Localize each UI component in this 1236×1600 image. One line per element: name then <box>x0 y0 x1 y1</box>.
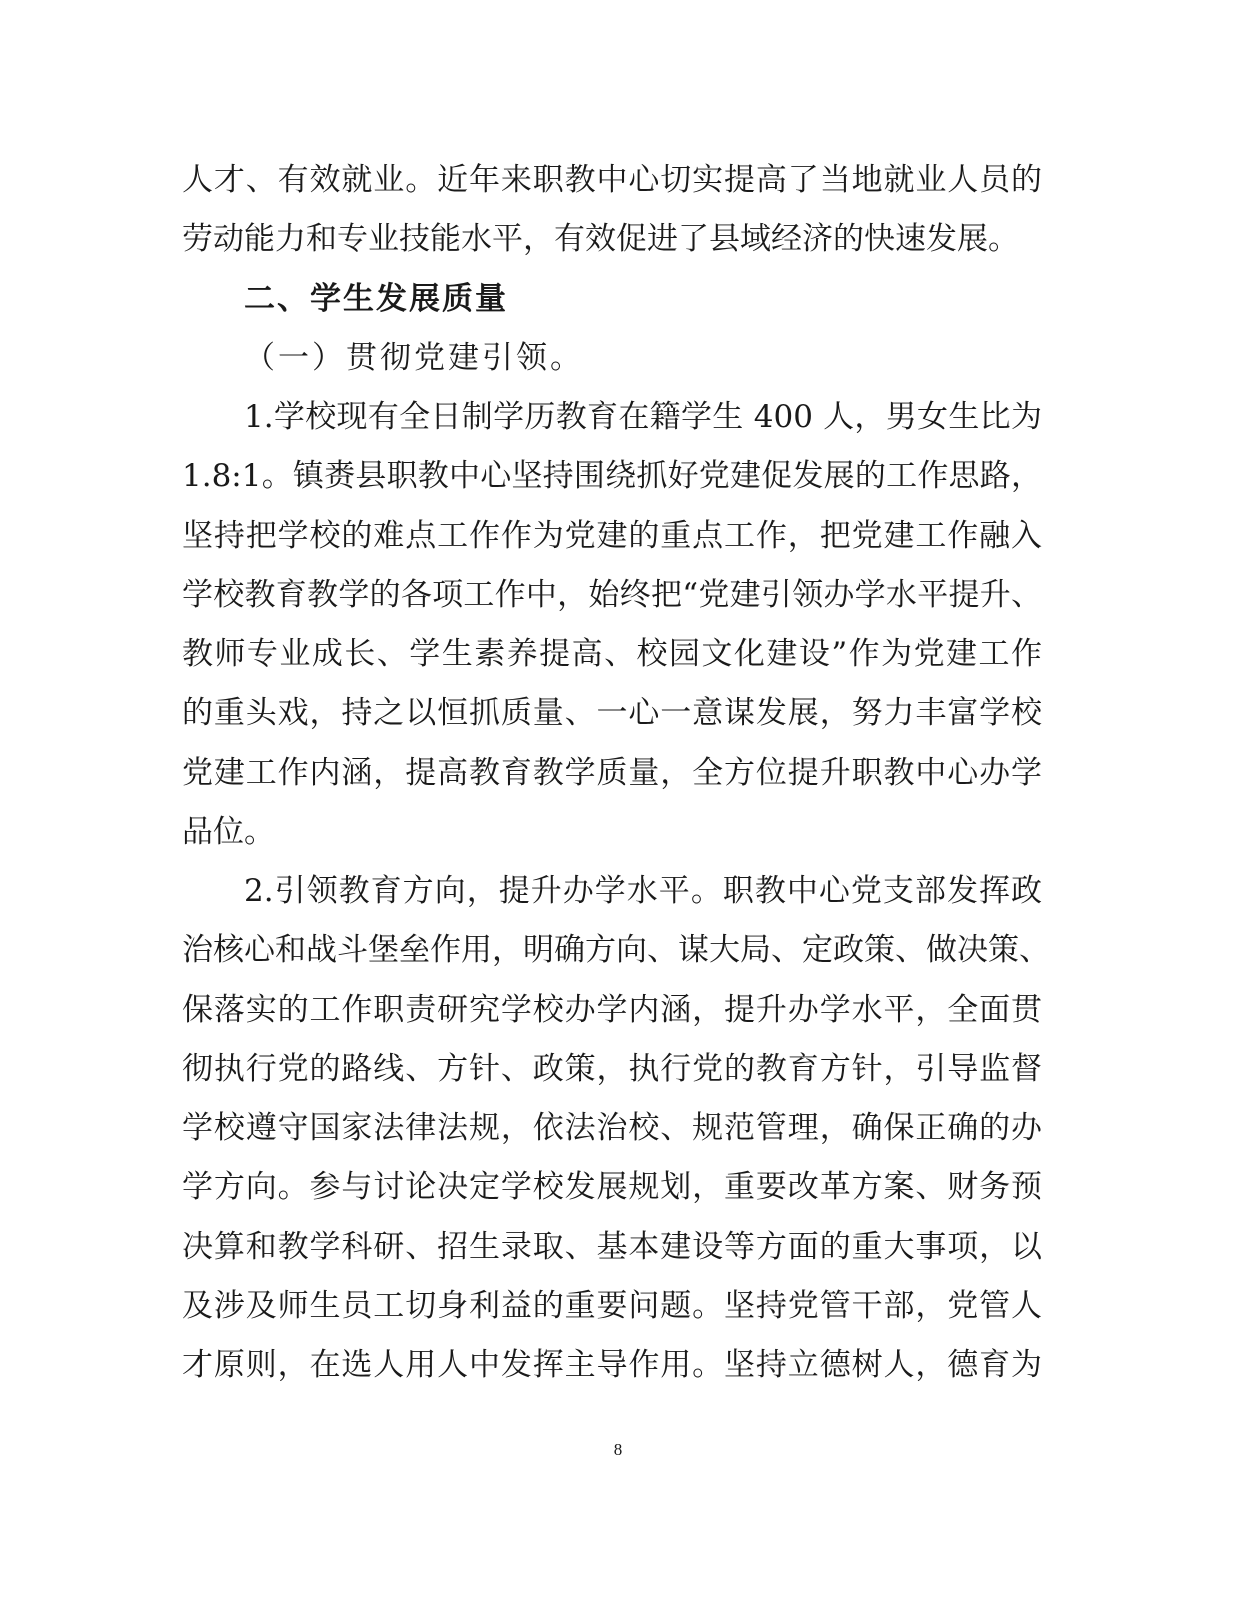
paragraph-line: 坚持把学校的难点工作作为党建的重点工作，把党建工作融入 <box>182 518 1042 554</box>
paragraph-line: 品位。 <box>182 814 275 850</box>
paragraph-line: 及涉及师生员工切身利益的重要问题。坚持党管干部，党管人 <box>182 1288 1042 1324</box>
subsection-heading: （一）贯彻党建引领。 <box>244 340 584 376</box>
paragraph-line: 1.学校现有全日制学历教育在籍学生 400 人，男女生比为 <box>244 399 1042 435</box>
paragraph-line: 教师专业成长、学生素养提高、校园文化建设”作为党建工作 <box>182 636 1042 672</box>
paragraph-line: 劳动能力和专业技能水平，有效促进了县域经济的快速发展。 <box>182 221 1019 257</box>
paragraph-line: 学校教育教学的各项工作中，始终把“党建引领办学水平提升、 <box>182 577 1042 613</box>
paragraph-line: 决算和教学科研、招生录取、基本建设等方面的重大事项，以 <box>182 1229 1042 1265</box>
page-number: 8 <box>613 1440 623 1459</box>
paragraph-line: 学校遵守国家法律法规，依法治校、规范管理，确保正确的办 <box>182 1110 1042 1146</box>
paragraph-line: 彻执行党的路线、方针、政策，执行党的教育方针，引导监督 <box>182 1051 1042 1087</box>
paragraph-line: 学方向。参与讨论决定学校发展规划，重要改革方案、财务预 <box>182 1169 1042 1205</box>
paragraph-line: 党建工作内涵，提高教育教学质量，全方位提升职教中心办学 <box>182 755 1042 791</box>
paragraph-line: 治核心和战斗堡垒作用，明确方向、谋大局、定政策、做决策、 <box>182 932 1050 968</box>
paragraph-line: 2.引领教育方向，提升办学水平。职教中心党支部发挥政 <box>244 873 1042 909</box>
paragraph-line: 人才、有效就业。近年来职教中心切实提高了当地就业人员的 <box>182 162 1042 198</box>
paragraph-line: 的重头戏，持之以恒抓质量、一心一意谋发展，努力丰富学校 <box>182 695 1042 731</box>
paragraph-line: 保落实的工作职责研究学校办学内涵，提升办学水平，全面贯 <box>182 992 1042 1028</box>
section-heading: 二、学生发展质量 <box>244 281 508 317</box>
paragraph-line: 1.8:1。镇赉县职教中心坚持围绕抓好党建促发展的工作思路， <box>182 458 1042 494</box>
paragraph-line: 才原则，在选人用人中发挥主导作用。坚持立德树人，德育为 <box>182 1347 1042 1383</box>
